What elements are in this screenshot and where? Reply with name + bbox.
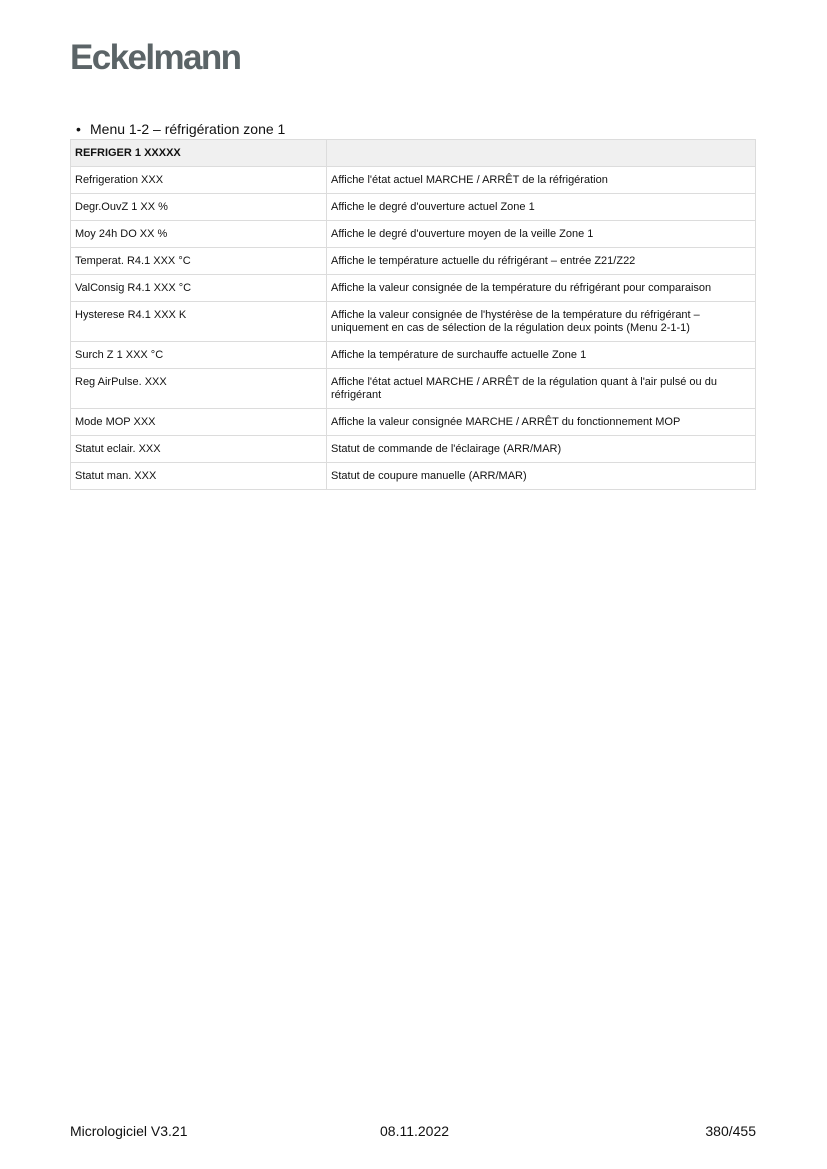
description-cell: Affiche l'état actuel MARCHE / ARRÊT de la réfrigération (327, 167, 756, 194)
table-row (71, 409, 756, 436)
description-cell: Affiche le degré d'ouverture moyen de la veille Zone 1 (327, 221, 756, 248)
table-row (71, 342, 756, 369)
table-header-cell (327, 140, 756, 167)
parameter-cell: Temperat. R4.1 XXX °C (71, 248, 327, 275)
footer-page-number: 380/455 (705, 1123, 756, 1139)
description-cell: Affiche le température actuelle du réfrigérant – entrée Z21/Z22 (327, 248, 756, 275)
parameter-cell: Surch Z 1 XXX °C (71, 342, 327, 369)
table-row (71, 194, 756, 221)
parameter-cell: Moy 24h DO XX % (71, 221, 327, 248)
menu-table (70, 139, 756, 490)
description-cell: Affiche la valeur consignée de la température du réfrigérant pour comparaison (327, 275, 756, 302)
parameter-cell: Statut eclair. XXX (71, 436, 327, 463)
parameter-cell: Refrigeration XXX (71, 167, 327, 194)
table-row (71, 463, 756, 490)
description-cell: Statut de coupure manuelle (ARR/MAR) (327, 463, 756, 490)
parameter-cell: Hysterese R4.1 XXX K (71, 302, 327, 342)
brand-logo: Eckelmann (70, 38, 241, 77)
section-heading (76, 120, 285, 138)
table-row (71, 302, 756, 342)
description-cell: Affiche la valeur consignée MARCHE / ARRÊT du fonctionnement MOP (327, 409, 756, 436)
description-cell: Statut de commande de l'éclairage (ARR/MAR) (327, 436, 756, 463)
table-row (71, 221, 756, 248)
description-cell: Affiche l'état actuel MARCHE / ARRÊT de la régulation quant à l'air pulsé ou du réfrigérant (327, 369, 756, 409)
footer-software-version: Micrologiciel V3.21 (70, 1123, 188, 1139)
parameter-cell: Degr.OuvZ 1 XX % (71, 194, 327, 221)
table-header-cell: REFRIGER 1 XXXXX (71, 140, 327, 167)
bullet-icon: • (76, 121, 81, 137)
parameter-cell: Mode MOP XXX (71, 409, 327, 436)
section-title-text: Menu 1-2 – réfrigération zone 1 (90, 121, 286, 137)
parameter-cell: Statut man. XXX (71, 463, 327, 490)
footer-date: 08.11.2022 (380, 1123, 450, 1139)
table-row (71, 275, 756, 302)
table-header-row (71, 140, 756, 167)
table-row (71, 369, 756, 409)
parameter-cell: Reg AirPulse. XXX (71, 369, 327, 409)
description-cell: Affiche la température de surchauffe actuelle Zone 1 (327, 342, 756, 369)
parameter-cell: ValConsig R4.1 XXX °C (71, 275, 327, 302)
table-row (71, 248, 756, 275)
table-row (71, 167, 756, 194)
description-cell: Affiche le degré d'ouverture actuel Zone 1 (327, 194, 756, 221)
description-cell: Affiche la valeur consignée de l'hystérèse de la température du réfrigérant – uniquement en cas de sélection de la régulation deux points (Menu 2-1-1) (327, 302, 756, 342)
table-row (71, 436, 756, 463)
